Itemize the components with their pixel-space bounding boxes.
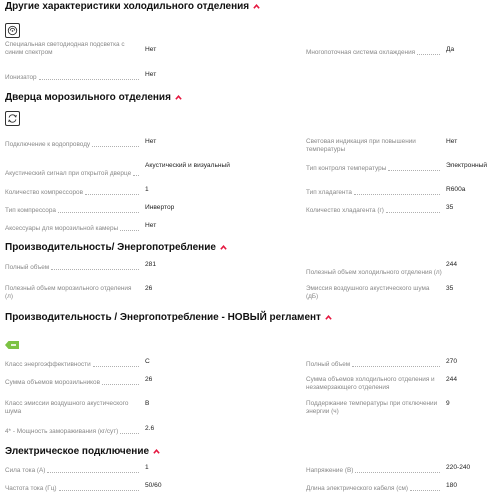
spec-value: Инвертор — [145, 204, 175, 211]
section-title-electrical[interactable] — [5, 446, 160, 457]
spec-value: 35 — [446, 204, 454, 211]
spec-label: Тип компрессора — [5, 203, 141, 214]
spec-label: Частота тока (Гц) — [5, 481, 141, 492]
chevron-up-icon[interactable] — [153, 448, 160, 455]
spec-label: Полезный объем морозильного отделения (л) — [5, 285, 132, 300]
spec-label: Акустический сигнал при открытой дверце — [5, 161, 141, 177]
spec-label: Количество хладагента (г) — [306, 203, 442, 214]
spec-value: 26 — [145, 376, 153, 383]
spec-value: 1 — [145, 186, 149, 193]
spec-value: Электронный — [446, 162, 488, 169]
spec-label: Ионизатор — [5, 70, 141, 81]
refresh-arrows-icon — [5, 111, 20, 126]
section-title-text: Производительность / Энергопотребление - НОВЫЙ регламент — [5, 312, 321, 323]
spec-label: Полный объем — [306, 357, 442, 368]
spec-label: Класс эмиссии воздушного акустического шума — [5, 400, 129, 415]
spec-value: 35 — [446, 285, 454, 292]
spec-value: 1 — [145, 464, 149, 471]
spec-label: Световая индикация при повышении температуры — [306, 138, 416, 153]
section-title-text: Производительность/ Энергопотребление — [5, 242, 216, 253]
spec-label: Специальная светодиодная подсветка с синим спектром — [5, 41, 125, 56]
spec-value: B — [145, 400, 150, 407]
spec-value: 9 — [446, 400, 450, 407]
spec-label: Тип контроля температуры — [306, 161, 442, 172]
spec-value: 244 — [446, 261, 458, 268]
spec-label: Тип хладагента — [306, 185, 442, 196]
circular-light-icon — [5, 23, 20, 38]
spec-label: Эмиссия воздушного акустического шума (дБ) — [306, 285, 430, 300]
spec-label: Полный объем — [5, 260, 141, 271]
spec-value: 270 — [446, 358, 458, 365]
spec-label: Поддержание температуры при отключении энергии (ч) — [306, 400, 438, 415]
spec-value: 2.6 — [145, 425, 155, 432]
section-title-fridge-other[interactable] — [5, 1, 260, 12]
spec-value: Акустический и визуальный — [145, 162, 230, 169]
spec-label: Сумма объемов холодильного отделения и незамерзающего отделения — [306, 376, 435, 391]
spec-label: Длина электрического кабеля (см) — [306, 481, 442, 492]
spec-value: 50/60 — [145, 482, 162, 489]
section-title-text: Другие характеристики холодильного отделения — [5, 1, 250, 12]
section-title-freezer-door[interactable] — [5, 92, 182, 103]
spec-value: 180 — [446, 482, 458, 489]
chevron-up-icon[interactable] — [325, 314, 332, 321]
section-title-performance[interactable] — [5, 242, 227, 253]
spec-value: Да — [446, 46, 455, 53]
spec-value: 244 — [446, 376, 458, 383]
section-title-text: Электрическое подключение — [5, 446, 150, 457]
spec-value: Нет — [145, 46, 157, 53]
spec-value: R600a — [446, 186, 466, 193]
spec-label: Многопоточная система охлаждения — [306, 45, 442, 56]
spec-label: Класс энергоэффективности — [5, 357, 141, 368]
chevron-up-icon[interactable] — [175, 94, 182, 101]
spec-label: Сумма объемов морозильников — [5, 375, 141, 386]
spec-value: 26 — [145, 285, 153, 292]
section-title-text: Дверца морозильного отделения — [5, 92, 171, 103]
chevron-up-icon[interactable] — [220, 244, 227, 251]
spec-label: Количество компрессоров — [5, 185, 141, 196]
spec-value: Нет — [145, 222, 157, 229]
spec-value: Нет — [145, 71, 157, 78]
spec-value: C — [145, 358, 150, 365]
spec-value: Нет — [145, 138, 157, 145]
spec-label: Полезный объем холодильного отделения (л) — [306, 268, 442, 276]
spec-value: 281 — [145, 261, 157, 268]
section-title-performance-new[interactable] — [5, 312, 332, 323]
chevron-up-icon[interactable] — [253, 3, 260, 10]
spec-value: Нет — [446, 138, 458, 145]
energy-class-badge-icon — [5, 336, 19, 344]
spec-label: Подключение к водопроводу — [5, 137, 141, 148]
spec-label: Напряжение (В) — [306, 463, 442, 474]
spec-value: 220-240 — [446, 464, 471, 471]
spec-label: 4* - Мощность замораживания (кг/сут) — [5, 424, 141, 435]
spec-label: Аксессуары для морозильной камеры — [5, 221, 141, 232]
spec-label: Сила тока (А) — [5, 463, 141, 474]
